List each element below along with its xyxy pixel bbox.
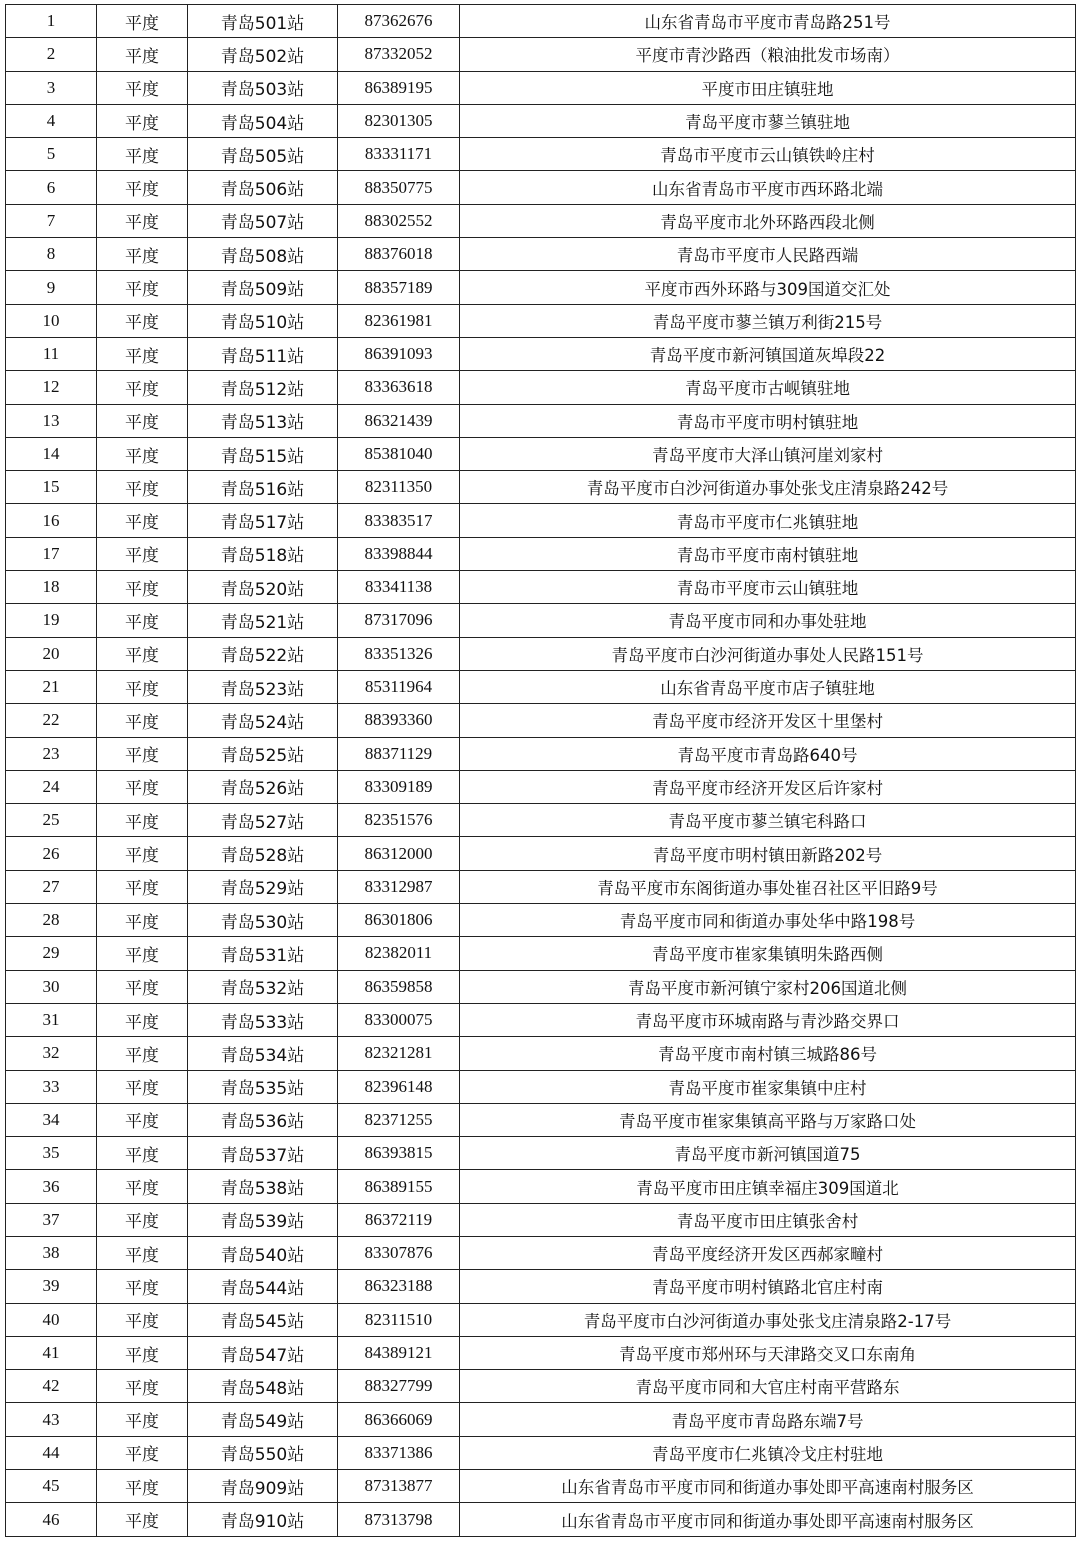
table-row: [6, 171, 1076, 204]
row-number-cell: 5: [6, 138, 97, 171]
phone-cell: 86359858: [338, 970, 460, 1003]
station-name-cell: 青岛910站: [188, 1503, 338, 1536]
city-cell: 平度: [97, 704, 188, 737]
phone-cell: 83398844: [338, 537, 460, 570]
city-cell: 平度: [97, 1303, 188, 1336]
city-cell: 平度: [97, 304, 188, 337]
table-row: [6, 1037, 1076, 1070]
phone-cell: 82311350: [338, 471, 460, 504]
row-number-cell: 16: [6, 504, 97, 537]
table-row: [6, 1503, 1076, 1536]
station-name-cell: 青岛549站: [188, 1403, 338, 1436]
station-name-cell: 青岛520站: [188, 571, 338, 604]
city-cell: 平度: [97, 1470, 188, 1503]
address-cell: 青岛平度市新河镇国道灰埠段22: [460, 337, 1076, 370]
address-cell: 平度市田庄镇驻地: [460, 71, 1076, 104]
row-number-cell: 41: [6, 1336, 97, 1369]
row-number-cell: 38: [6, 1236, 97, 1269]
address-cell: 青岛平度市青岛路640号: [460, 737, 1076, 770]
city-cell: 平度: [97, 737, 188, 770]
table-row: [6, 937, 1076, 970]
station-name-cell: 青岛526站: [188, 770, 338, 803]
row-number-cell: 28: [6, 904, 97, 937]
address-cell: 青岛平度市崔家集镇高平路与万家路口处: [460, 1103, 1076, 1136]
phone-cell: 82396148: [338, 1070, 460, 1103]
station-name-cell: 青岛524站: [188, 704, 338, 737]
address-cell: 青岛平度市新河镇宁家村206国道北侧: [460, 970, 1076, 1003]
phone-cell: 88302552: [338, 204, 460, 237]
table-row: [6, 1070, 1076, 1103]
address-cell: 平度市西外环路与309国道交汇处: [460, 271, 1076, 304]
row-number-cell: 19: [6, 604, 97, 637]
row-number-cell: 35: [6, 1137, 97, 1170]
phone-cell: 82361981: [338, 304, 460, 337]
address-cell: 青岛平度市明村镇路北官庄村南: [460, 1270, 1076, 1303]
table-row: [6, 1270, 1076, 1303]
table-row: [6, 204, 1076, 237]
table-row: [6, 1470, 1076, 1503]
row-number-cell: 4: [6, 104, 97, 137]
phone-cell: 88357189: [338, 271, 460, 304]
station-name-cell: 青岛509站: [188, 271, 338, 304]
table-row: [6, 1170, 1076, 1203]
station-name-cell: 青岛515站: [188, 437, 338, 470]
phone-cell: 83307876: [338, 1236, 460, 1269]
table-row: [6, 504, 1076, 537]
row-number-cell: 17: [6, 537, 97, 570]
table-row: [6, 804, 1076, 837]
row-number-cell: 15: [6, 471, 97, 504]
row-number-cell: 33: [6, 1070, 97, 1103]
address-cell: 青岛平度市古岘镇驻地: [460, 371, 1076, 404]
row-number-cell: 23: [6, 737, 97, 770]
row-number-cell: 24: [6, 770, 97, 803]
table-row: [6, 770, 1076, 803]
row-number-cell: 3: [6, 71, 97, 104]
address-cell: 山东省青岛市平度市西环路北端: [460, 171, 1076, 204]
table-row: [6, 670, 1076, 703]
address-cell: 青岛平度市同和街道办事处华中路198号: [460, 904, 1076, 937]
address-cell: 青岛平度市同和办事处驻地: [460, 604, 1076, 637]
row-number-cell: 13: [6, 404, 97, 437]
row-number-cell: 31: [6, 1003, 97, 1036]
phone-cell: 88393360: [338, 704, 460, 737]
row-number-cell: 25: [6, 804, 97, 837]
phone-cell: 82301305: [338, 104, 460, 137]
phone-cell: 82321281: [338, 1037, 460, 1070]
phone-cell: 88376018: [338, 238, 460, 271]
phone-cell: 83371386: [338, 1436, 460, 1469]
city-cell: 平度: [97, 904, 188, 937]
phone-cell: 82382011: [338, 937, 460, 970]
address-cell: 山东省青岛市平度市同和街道办事处即平高速南村服务区: [460, 1470, 1076, 1503]
table-row: [6, 337, 1076, 370]
table-row: [6, 1370, 1076, 1403]
city-cell: 平度: [97, 670, 188, 703]
city-cell: 平度: [97, 1370, 188, 1403]
phone-cell: 87362676: [338, 5, 460, 38]
city-cell: 平度: [97, 1270, 188, 1303]
city-cell: 平度: [97, 71, 188, 104]
row-number-cell: 27: [6, 870, 97, 903]
row-number-cell: 9: [6, 271, 97, 304]
row-number-cell: 36: [6, 1170, 97, 1203]
address-cell: 青岛平度市崔家集镇中庄村: [460, 1070, 1076, 1103]
city-cell: 平度: [97, 1236, 188, 1269]
address-cell: 青岛平度市郑州环与天津路交叉口东南角: [460, 1336, 1076, 1369]
phone-cell: 83312987: [338, 870, 460, 903]
address-cell: 青岛平度市蓼兰镇驻地: [460, 104, 1076, 137]
table-row: [6, 5, 1076, 38]
station-name-cell: 青岛535站: [188, 1070, 338, 1103]
row-number-cell: 46: [6, 1503, 97, 1536]
table-row: [6, 604, 1076, 637]
phone-cell: 88371129: [338, 737, 460, 770]
row-number-cell: 44: [6, 1436, 97, 1469]
address-cell: 平度市青沙路西（粮油批发市场南）: [460, 38, 1076, 71]
row-number-cell: 45: [6, 1470, 97, 1503]
city-cell: 平度: [97, 38, 188, 71]
city-cell: 平度: [97, 1137, 188, 1170]
station-name-cell: 青岛516站: [188, 471, 338, 504]
city-cell: 平度: [97, 1170, 188, 1203]
city-cell: 平度: [97, 1203, 188, 1236]
table-row: [6, 1303, 1076, 1336]
address-cell: 青岛平度市南村镇三城路86号: [460, 1037, 1076, 1070]
city-cell: 平度: [97, 1070, 188, 1103]
row-number-cell: 39: [6, 1270, 97, 1303]
table-row: [6, 1236, 1076, 1269]
station-name-cell: 青岛547站: [188, 1336, 338, 1369]
table-row: [6, 371, 1076, 404]
city-cell: 平度: [97, 471, 188, 504]
address-cell: 山东省青岛平度市店子镇驻地: [460, 670, 1076, 703]
station-name-cell: 青岛540站: [188, 1236, 338, 1269]
row-number-cell: 2: [6, 38, 97, 71]
table-row: [6, 138, 1076, 171]
table-row: [6, 737, 1076, 770]
phone-cell: 88327799: [338, 1370, 460, 1403]
station-name-cell: 青岛532站: [188, 970, 338, 1003]
city-cell: 平度: [97, 104, 188, 137]
phone-cell: 86323188: [338, 1270, 460, 1303]
table-row: [6, 71, 1076, 104]
city-cell: 平度: [97, 1037, 188, 1070]
city-cell: 平度: [97, 637, 188, 670]
station-name-cell: 青岛531站: [188, 937, 338, 970]
city-cell: 平度: [97, 371, 188, 404]
city-cell: 平度: [97, 870, 188, 903]
station-name-cell: 青岛508站: [188, 238, 338, 271]
station-name-cell: 青岛530站: [188, 904, 338, 937]
city-cell: 平度: [97, 1436, 188, 1469]
city-cell: 平度: [97, 804, 188, 837]
station-name-cell: 青岛502站: [188, 38, 338, 71]
city-cell: 平度: [97, 238, 188, 271]
table-row: [6, 571, 1076, 604]
row-number-cell: 40: [6, 1303, 97, 1336]
station-name-cell: 青岛518站: [188, 537, 338, 570]
phone-cell: 86372119: [338, 1203, 460, 1236]
table-row: [6, 1436, 1076, 1469]
address-cell: 青岛平度市白沙河街道办事处张戈庄清泉路2-17号: [460, 1303, 1076, 1336]
station-name-cell: 青岛511站: [188, 337, 338, 370]
address-cell: 青岛平度市大泽山镇河崖刘家村: [460, 437, 1076, 470]
station-name-cell: 青岛527站: [188, 804, 338, 837]
row-number-cell: 14: [6, 437, 97, 470]
table-row: [6, 970, 1076, 1003]
table-row: [6, 437, 1076, 470]
station-name-cell: 青岛548站: [188, 1370, 338, 1403]
address-cell: 青岛平度市蓼兰镇万利街215号: [460, 304, 1076, 337]
city-cell: 平度: [97, 1403, 188, 1436]
station-name-cell: 青岛510站: [188, 304, 338, 337]
phone-cell: 86301806: [338, 904, 460, 937]
city-cell: 平度: [97, 437, 188, 470]
station-name-cell: 青岛545站: [188, 1303, 338, 1336]
address-cell: 青岛平度市环城南路与青沙路交界口: [460, 1003, 1076, 1036]
phone-cell: 83351326: [338, 637, 460, 670]
row-number-cell: 30: [6, 970, 97, 1003]
city-cell: 平度: [97, 204, 188, 237]
city-cell: 平度: [97, 937, 188, 970]
phone-cell: 85311964: [338, 670, 460, 703]
phone-cell: 87313877: [338, 1470, 460, 1503]
table-row: [6, 837, 1076, 870]
city-cell: 平度: [97, 1503, 188, 1536]
address-cell: 青岛平度市明村镇田新路202号: [460, 837, 1076, 870]
station-name-cell: 青岛517站: [188, 504, 338, 537]
table-row: [6, 238, 1076, 271]
station-name-cell: 青岛522站: [188, 637, 338, 670]
phone-cell: 83309189: [338, 770, 460, 803]
phone-cell: 88350775: [338, 171, 460, 204]
address-cell: 青岛市平度市云山镇铁岭庄村: [460, 138, 1076, 171]
station-name-cell: 青岛529站: [188, 870, 338, 903]
city-cell: 平度: [97, 271, 188, 304]
address-cell: 青岛平度市田庄镇幸福庄309国道北: [460, 1170, 1076, 1203]
phone-cell: 83383517: [338, 504, 460, 537]
address-cell: 青岛平度市仁兆镇冷戈庄村驻地: [460, 1436, 1076, 1469]
address-cell: 山东省青岛市平度市同和街道办事处即平高速南村服务区: [460, 1503, 1076, 1536]
phone-cell: 82371255: [338, 1103, 460, 1136]
phone-cell: 84389121: [338, 1336, 460, 1369]
row-number-cell: 42: [6, 1370, 97, 1403]
address-cell: 青岛市平度市南村镇驻地: [460, 537, 1076, 570]
row-number-cell: 7: [6, 204, 97, 237]
city-cell: 平度: [97, 1103, 188, 1136]
phone-cell: 87313798: [338, 1503, 460, 1536]
row-number-cell: 11: [6, 337, 97, 370]
address-cell: 青岛市平度市明村镇驻地: [460, 404, 1076, 437]
station-name-cell: 青岛523站: [188, 670, 338, 703]
row-number-cell: 1: [6, 5, 97, 38]
city-cell: 平度: [97, 138, 188, 171]
station-name-cell: 青岛534站: [188, 1037, 338, 1070]
city-cell: 平度: [97, 337, 188, 370]
station-name-cell: 青岛506站: [188, 171, 338, 204]
phone-cell: 86366069: [338, 1403, 460, 1436]
address-cell: 青岛平度市崔家集镇明朱路西侧: [460, 937, 1076, 970]
address-cell: 青岛平度市同和大官庄村南平营路东: [460, 1370, 1076, 1403]
station-name-cell: 青岛538站: [188, 1170, 338, 1203]
city-cell: 平度: [97, 1336, 188, 1369]
table-row: [6, 1336, 1076, 1369]
city-cell: 平度: [97, 504, 188, 537]
table-row: [6, 471, 1076, 504]
address-cell: 青岛平度经济开发区西郝家疃村: [460, 1236, 1076, 1269]
city-cell: 平度: [97, 171, 188, 204]
phone-cell: 83341138: [338, 571, 460, 604]
row-number-cell: 32: [6, 1037, 97, 1070]
address-cell: 青岛市平度市人民路西端: [460, 238, 1076, 271]
row-number-cell: 18: [6, 571, 97, 604]
phone-cell: 83331171: [338, 138, 460, 171]
address-cell: 青岛平度市白沙河街道办事处人民路151号: [460, 637, 1076, 670]
station-name-cell: 青岛544站: [188, 1270, 338, 1303]
station-name-cell: 青岛513站: [188, 404, 338, 437]
city-cell: 平度: [97, 571, 188, 604]
phone-cell: 86389195: [338, 71, 460, 104]
table-row: [6, 38, 1076, 71]
station-name-cell: 青岛521站: [188, 604, 338, 637]
table-row: [6, 271, 1076, 304]
phone-cell: 83363618: [338, 371, 460, 404]
station-name-cell: 青岛909站: [188, 1470, 338, 1503]
address-cell: 青岛平度市经济开发区后许家村: [460, 770, 1076, 803]
table-row: [6, 104, 1076, 137]
city-cell: 平度: [97, 770, 188, 803]
address-cell: 山东省青岛市平度市青岛路251号: [460, 5, 1076, 38]
city-cell: 平度: [97, 970, 188, 1003]
address-cell: 青岛平度市新河镇国道75: [460, 1137, 1076, 1170]
city-cell: 平度: [97, 5, 188, 38]
phone-cell: 82351576: [338, 804, 460, 837]
phone-cell: 86393815: [338, 1137, 460, 1170]
station-name-cell: 青岛503站: [188, 71, 338, 104]
phone-cell: 83300075: [338, 1003, 460, 1036]
city-cell: 平度: [97, 1003, 188, 1036]
table-row: [6, 1203, 1076, 1236]
address-cell: 青岛平度市青岛路东端7号: [460, 1403, 1076, 1436]
city-cell: 平度: [97, 837, 188, 870]
table-row: [6, 537, 1076, 570]
table-row: [6, 1003, 1076, 1036]
phone-cell: 85381040: [338, 437, 460, 470]
phone-cell: 86391093: [338, 337, 460, 370]
phone-cell: 86321439: [338, 404, 460, 437]
table-row: [6, 1403, 1076, 1436]
city-cell: 平度: [97, 604, 188, 637]
address-cell: 青岛平度市白沙河街道办事处张戈庄清泉路242号: [460, 471, 1076, 504]
station-name-cell: 青岛528站: [188, 837, 338, 870]
city-cell: 平度: [97, 537, 188, 570]
station-name-cell: 青岛533站: [188, 1003, 338, 1036]
station-name-cell: 青岛512站: [188, 371, 338, 404]
station-name-cell: 青岛501站: [188, 5, 338, 38]
row-number-cell: 37: [6, 1203, 97, 1236]
address-cell: 青岛平度市田庄镇张舍村: [460, 1203, 1076, 1236]
row-number-cell: 21: [6, 670, 97, 703]
address-cell: 青岛市平度市云山镇驻地: [460, 571, 1076, 604]
phone-cell: 87317096: [338, 604, 460, 637]
row-number-cell: 12: [6, 371, 97, 404]
station-name-cell: 青岛537站: [188, 1137, 338, 1170]
table-row: [6, 870, 1076, 903]
row-number-cell: 10: [6, 304, 97, 337]
station-name-cell: 青岛536站: [188, 1103, 338, 1136]
table-row: [6, 637, 1076, 670]
address-cell: 青岛平度市蓼兰镇宅科路口: [460, 804, 1076, 837]
row-number-cell: 26: [6, 837, 97, 870]
table-row: [6, 904, 1076, 937]
address-cell: 青岛平度市北外环路西段北侧: [460, 204, 1076, 237]
station-name-cell: 青岛525站: [188, 737, 338, 770]
row-number-cell: 6: [6, 171, 97, 204]
row-number-cell: 43: [6, 1403, 97, 1436]
row-number-cell: 22: [6, 704, 97, 737]
row-number-cell: 8: [6, 238, 97, 271]
station-table-body: [6, 5, 1076, 1537]
city-cell: 平度: [97, 404, 188, 437]
table-row: [6, 304, 1076, 337]
phone-cell: 87332052: [338, 38, 460, 71]
address-cell: 青岛市平度市仁兆镇驻地: [460, 504, 1076, 537]
row-number-cell: 29: [6, 937, 97, 970]
table-row: [6, 404, 1076, 437]
phone-cell: 86312000: [338, 837, 460, 870]
row-number-cell: 34: [6, 1103, 97, 1136]
table-row: [6, 1137, 1076, 1170]
station-name-cell: 青岛504站: [188, 104, 338, 137]
station-name-cell: 青岛539站: [188, 1203, 338, 1236]
station-table: [5, 4, 1076, 1537]
phone-cell: 86389155: [338, 1170, 460, 1203]
table-row: [6, 704, 1076, 737]
station-name-cell: 青岛507站: [188, 204, 338, 237]
address-cell: 青岛平度市经济开发区十里堡村: [460, 704, 1076, 737]
station-name-cell: 青岛550站: [188, 1436, 338, 1469]
row-number-cell: 20: [6, 637, 97, 670]
phone-cell: 82311510: [338, 1303, 460, 1336]
station-name-cell: 青岛505站: [188, 138, 338, 171]
table-row: [6, 1103, 1076, 1136]
address-cell: 青岛平度市东阁街道办事处崔召社区平旧路9号: [460, 870, 1076, 903]
